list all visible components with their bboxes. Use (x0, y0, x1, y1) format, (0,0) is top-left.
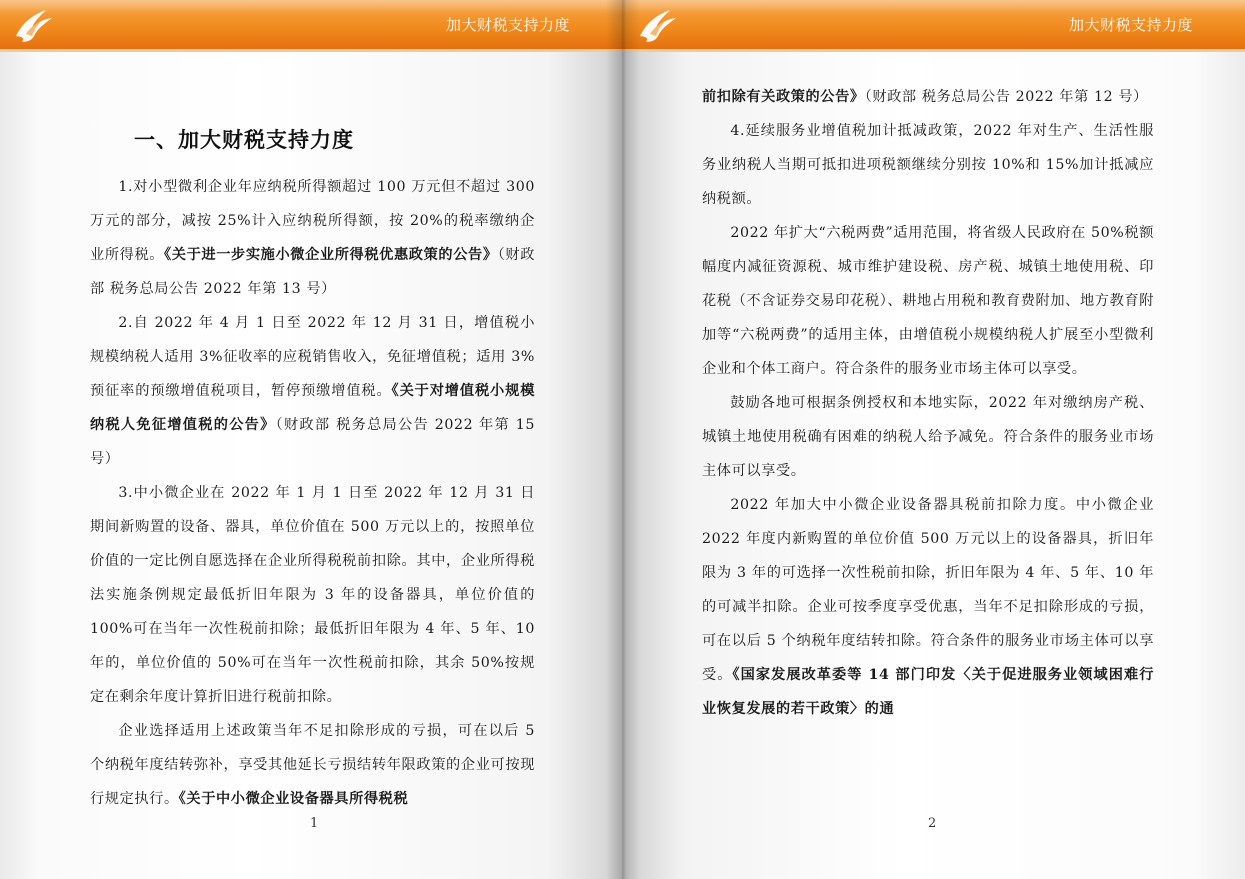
paragraph-2-text: 2.自 2022 年 4 月 1 日至 2022 年 12 月 31 日，增值税小规模纳税人适用 3%征收率的应税销售收入，免征增值税；适用 3%预征率的预缴增值税项目，暂停预缴增值税。 (90, 315, 535, 399)
policy-reference: 《关于中小微企业设备器具所得税税 (178, 791, 409, 807)
paragraph-7: 鼓励各地可根据条例授权和本地实际，2022 年对缴纳房产税、城镇土地使用税确有困难的纳税人给予减免。符合条件的服务业市场主体可以享受。 (702, 395, 1154, 479)
right-body-text (702, 80, 1154, 726)
phoenix-logo-icon (636, 6, 680, 46)
paragraph-continued (702, 80, 1154, 114)
page-number: 2 (928, 816, 937, 831)
paragraph-5: 4.延续服务业增值税加计抵减政策，2022 年对生产、生活性服务业纳税人当期可抵扣进项税额继续分别按 10%和 15%加计抵减应纳税额。 (702, 123, 1154, 207)
paragraph-6: 2022 年扩大“六税两费”适用范围，将省级人民政府在 50%税额幅度内减征资源税、城市维护建设税、房产税、城镇土地使用税、印花税（不含证券交易印花税）、耕地占用税和教育费附加、地方教育附加等“六税两费”的适用主体，由增值税小规模纳税人扩展至小型微利企业和个体工商户。符合条件的服务业市场主体可以享受。 (702, 225, 1154, 377)
paragraph-8 (702, 488, 1154, 726)
policy-reference: 《关于对增值税小规模纳税人免征增值税的公告》 (90, 383, 535, 433)
paragraph-1-text: 1.对小型微利企业年应纳税所得额超过 100 万元但不超过 300 万元的部分，减按 25%计入应纳税所得额，按 20%的税率缴纳企业所得税。 (90, 179, 535, 263)
header-band (622, 0, 1245, 52)
banner-title: 加大财税支持力度 (1068, 16, 1193, 34)
page-number: 1 (310, 816, 319, 831)
policy-document-number: （财政部 税务总局公告 2022 年第 15 号） (90, 417, 535, 467)
paragraph-3: 3.中小微企业在 2022 年 1 月 1 日至 2022 年 12 月 31 日期间新购置的设备、器具，单位价值在 500 万元以上的，按照单位价值的一定比例自愿选择在企业所得税税前扣除。其中，企业所得税法实施条例规定最低折旧年限为 3 年的设备器具，单位价值的 100%可在当年一次性税前扣除；最低折旧年限为 4 年、5 年、10 年的，单位价值的 50%可在当年一次性税前扣除，其余 50%按规定在剩余年度计算折旧进行税前扣除。 (90, 485, 535, 705)
paragraph-1 (90, 170, 535, 306)
section-heading: 一、加大财税支持力度 (134, 128, 354, 152)
policy-document-number: （财政部 税务总局公告 2022 年第 12 号） (864, 89, 1148, 105)
policy-document-number: （财政部 税务总局公告 2022 年第 13 号） (90, 247, 536, 297)
paragraph-4 (90, 714, 535, 816)
policy-reference: 前扣除有关政策的公告》 (702, 89, 865, 105)
paragraph-2 (90, 306, 535, 476)
phoenix-logo-icon (12, 6, 56, 46)
left-page (0, 0, 622, 879)
paragraph-8-text: 2022 年加大中小微企业设备器具税前扣除力度。中小微企业 2022 年度内新购置的单位价值 500 万元以上的设备器具，折旧年限为 3 年的可选择一次性税前扣除，折旧年限为 4 年、5 年、10 年的可减半扣除。企业可按季度享受优惠，当年不足扣除形成的亏损，可在以后 5 个纳税年度结转扣除。符合条件的服务业市场主体可以享受。 (702, 497, 1154, 683)
left-body-text (90, 170, 535, 816)
policy-reference: 《关于进一步实施小微企业所得税优惠政策的公告》 (164, 247, 498, 263)
policy-reference: 《国家发展改革委等 14 部门印发〈关于促进服务业领域困难行业恢复发展的若干政策〉的通 (702, 667, 1155, 717)
header-band (0, 0, 622, 52)
banner-title: 加大财税支持力度 (445, 16, 570, 34)
paragraph-4-text: 企业选择适用上述政策当年不足扣除形成的亏损，可在以后 5 个纳税年度结转弥补，享受其他延长亏损结转年限政策的企业可按现行规定执行。 (90, 723, 535, 807)
right-page (622, 0, 1245, 879)
